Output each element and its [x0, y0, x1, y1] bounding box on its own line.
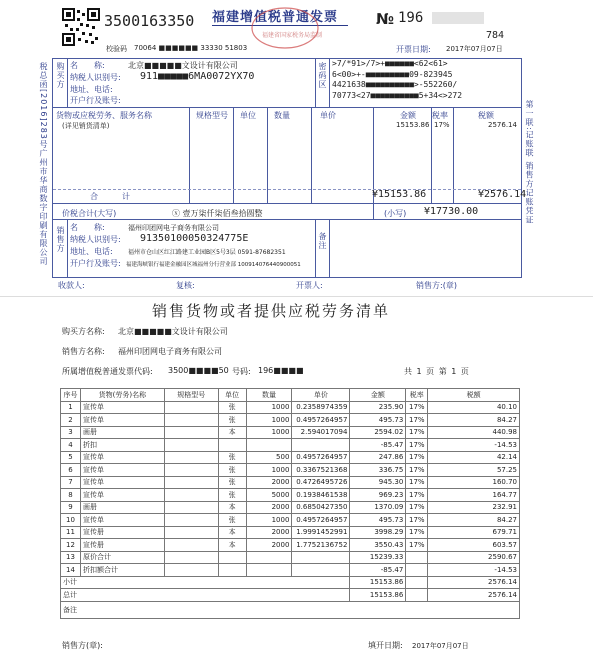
row-spec	[164, 514, 218, 527]
row-seq: 12	[61, 539, 81, 552]
row-amount: -85.47	[350, 564, 406, 577]
row-unit	[218, 564, 246, 577]
row-spec	[164, 489, 218, 502]
row-qty	[246, 551, 292, 564]
row-tax: 440.98	[428, 426, 520, 439]
row-price: 0.4726495726	[292, 476, 350, 489]
row-name: 折扣额合计	[80, 564, 164, 577]
row-amount: 1370.09	[350, 501, 406, 514]
table-row	[61, 414, 520, 427]
row-tax: 84.27	[428, 414, 520, 427]
grand-total-words: ⓧ 壹万柒仟柒佰叁拾圆整	[172, 209, 263, 218]
row-amount: 2594.02	[350, 426, 406, 439]
seller-addr-label: 地址、电话:	[70, 247, 113, 256]
row-name: 原价合计	[80, 551, 164, 564]
row-price: 0.4957264957	[292, 451, 350, 464]
row-rate: 17%	[406, 501, 428, 514]
copy-label-vertical: 第一联:记账联 销售方记账凭证	[525, 100, 534, 225]
row-name: 宣传单	[80, 414, 164, 427]
row-rate: 17%	[406, 426, 428, 439]
fill-date-label: 填开日期:	[368, 641, 403, 650]
row-qty: 1000	[246, 464, 292, 477]
buyer-taxid: 911■■■■■6MA0072YX70	[140, 71, 255, 82]
row-unit: 本	[218, 539, 246, 552]
row-seq: 2	[61, 414, 81, 427]
row-qty: 1000	[246, 401, 292, 414]
invoice-number: 196	[398, 10, 424, 26]
row-price	[292, 551, 350, 564]
item-header-spec: 规格型号	[196, 111, 228, 120]
row-rate: 17%	[406, 539, 428, 552]
row-price: 1.7752136752	[292, 539, 350, 552]
seller-addr: 福州市仓山区红江路建工业园B区5号3层 0591-87682351	[128, 249, 286, 256]
col-amount: 金额	[350, 389, 406, 402]
item-rate: 17%	[434, 121, 450, 129]
row-price: 0.3367521368	[292, 464, 350, 477]
row-qty: 5000	[246, 489, 292, 502]
row-spec	[164, 551, 218, 564]
row-seq: 4	[61, 439, 81, 452]
seller-label: 销售方	[56, 226, 65, 253]
seller-name-label: 名 称:	[70, 223, 105, 232]
table-row	[61, 564, 520, 577]
total-amount: ¥15153.86	[372, 189, 427, 200]
reviewer-label: 复核:	[176, 281, 195, 290]
row-seq: 3	[61, 426, 81, 439]
buyer-name: 北京■■■■■文设计有限公司	[128, 61, 238, 70]
total-label: 合 计	[90, 192, 130, 201]
row-amount: 495.73	[350, 514, 406, 527]
row-qty: 1000	[246, 514, 292, 527]
item-tax: 2576.14	[488, 121, 517, 129]
row-tax: -14.53	[428, 564, 520, 577]
row-name: 画册	[80, 426, 164, 439]
row-rate	[406, 551, 428, 564]
table-row	[61, 426, 520, 439]
table-row	[61, 514, 520, 527]
row-tax: -14.53	[428, 439, 520, 452]
invoice-date: 2017年07月07日	[446, 45, 503, 53]
list-seller-label: 销售方名称:	[62, 347, 105, 356]
row-spec	[164, 464, 218, 477]
row-tax: 160.70	[428, 476, 520, 489]
row-rate: 17%	[406, 489, 428, 502]
list-title: 销售货物或者提供应税劳务清单	[152, 302, 391, 320]
col-spec: 规格型号	[164, 389, 218, 402]
seller-sign-label: 销售方:(章)	[416, 281, 457, 290]
table-row	[61, 551, 520, 564]
grand-total-label: 价税合计(大写)	[62, 209, 117, 218]
seller-bank: 福建海峡银行福建金融园区城福州分行营业部 100914076440900051	[126, 262, 301, 268]
item-header-amount: 金额	[400, 111, 416, 120]
row-amount: 336.75	[350, 464, 406, 477]
list-seller: 福州印团网电子商务有限公司	[118, 347, 222, 356]
item-header-tax: 税额	[478, 111, 494, 120]
row-qty: 2000	[246, 501, 292, 514]
subtotal-tax: 2576.14	[428, 576, 520, 589]
row-name: 画册	[80, 501, 164, 514]
row-name: 宣传单	[80, 464, 164, 477]
row-price: 0.6850427350	[292, 501, 350, 514]
col-qty: 数量	[246, 389, 292, 402]
row-price: 0.4957264957	[292, 514, 350, 527]
list-buyer-label: 购买方名称:	[62, 327, 105, 336]
row-amount: -85.47	[350, 439, 406, 452]
row-unit: 本	[218, 526, 246, 539]
check-code: 70064 ■■■■■■ 33330 51803	[134, 44, 248, 52]
table-row	[61, 401, 520, 414]
row-tax: 42.14	[428, 451, 520, 464]
row-tax: 40.10	[428, 401, 520, 414]
date-label: 开票日期:	[396, 45, 431, 54]
row-amount: 495.73	[350, 414, 406, 427]
col-price: 单价	[292, 389, 350, 402]
row-seq: 9	[61, 501, 81, 514]
row-name: 宣传单	[80, 401, 164, 414]
table-row	[61, 501, 520, 514]
buyer-bank-label: 开户行及账号:	[70, 96, 121, 105]
row-price: 0.2358974359	[292, 401, 350, 414]
col-tax: 税额	[428, 389, 520, 402]
row-tax: 57.25	[428, 464, 520, 477]
row-rate	[406, 564, 428, 577]
invoice-ref-no: 196■■■■	[258, 366, 304, 375]
invoice-number-right: 784	[486, 30, 505, 41]
row-qty: 1000	[246, 426, 292, 439]
row-unit: 本	[218, 501, 246, 514]
row-unit: 张	[218, 401, 246, 414]
row-name: 宣传单	[80, 476, 164, 489]
remark-row	[61, 601, 520, 618]
row-name: 宣传册	[80, 526, 164, 539]
row-rate: 17%	[406, 414, 428, 427]
row-rate: 17%	[406, 526, 428, 539]
list-total-label: 总计	[61, 589, 350, 602]
row-rate: 17%	[406, 476, 428, 489]
cipher-label: 密码区	[318, 62, 327, 89]
check-code-label: 校验码	[106, 45, 127, 53]
item-amount: 15153.86	[396, 121, 430, 129]
row-tax: 164.77	[428, 489, 520, 502]
page-info: 共 1 页 第 1 页	[404, 367, 470, 376]
seller-taxid: 91350100050324775E	[140, 233, 249, 244]
item-header-name: 货物或应税劳务、服务名称	[56, 111, 152, 120]
row-qty	[246, 564, 292, 577]
row-spec	[164, 439, 218, 452]
item-header-qty: 数量	[274, 111, 290, 120]
row-price	[292, 439, 350, 452]
row-unit: 本	[218, 426, 246, 439]
col-rate: 税率	[406, 389, 428, 402]
row-seq: 11	[61, 526, 81, 539]
row-seq: 1	[61, 401, 81, 414]
page-separator	[0, 296, 593, 297]
row-spec	[164, 501, 218, 514]
grand-total-small: ¥17730.00	[424, 206, 479, 217]
row-rate: 17%	[406, 464, 428, 477]
row-spec	[164, 414, 218, 427]
row-amount: 247.86	[350, 451, 406, 464]
row-spec	[164, 451, 218, 464]
invoice-title: 福建增值税普通发票	[212, 10, 339, 25]
seller-stamp-label: 销售方(章):	[62, 641, 103, 650]
issuer-label: 开票人:	[296, 281, 323, 290]
list-table	[60, 388, 520, 619]
invoice-ref-label: 所属增值税普通发票代码:	[62, 367, 153, 376]
qr-code	[62, 8, 100, 46]
invoice-no-label: №	[376, 10, 395, 28]
row-seq: 14	[61, 564, 81, 577]
total-tax: ¥2576.14	[478, 189, 527, 200]
row-rate: 17%	[406, 401, 428, 414]
table-row	[61, 451, 520, 464]
list-body	[61, 401, 520, 576]
row-seq: 13	[61, 551, 81, 564]
invoice-ref-code: 3500■■■■50	[168, 366, 229, 375]
col-seq: 序号	[61, 389, 81, 402]
table-row	[61, 476, 520, 489]
row-qty: 1000	[246, 414, 292, 427]
row-amount: 3998.29	[350, 526, 406, 539]
row-unit: 张	[218, 514, 246, 527]
row-tax: 679.71	[428, 526, 520, 539]
seller-name: 福州印团网电子商务有限公司	[128, 224, 219, 232]
row-amount: 15239.33	[350, 551, 406, 564]
list-buyer: 北京■■■■■文设计有限公司	[118, 327, 228, 336]
row-price: 1.9991452991	[292, 526, 350, 539]
item-name: (详见销货清单)	[62, 122, 110, 130]
row-name: 宣传册	[80, 539, 164, 552]
cipher-area: >7/*91>/7>+■■■■■■<62<61> 6<00>+-■■■■■■■■■09-823945 4421638■■■■■■■■■■>-552260/ 70773<27■■■■■■■■■■5+34<>272	[332, 59, 463, 100]
item-header-price: 单价	[320, 111, 336, 120]
payee-label: 收款人:	[58, 281, 85, 290]
row-amount: 3550.43	[350, 539, 406, 552]
table-row	[61, 464, 520, 477]
row-qty: 2000	[246, 476, 292, 489]
row-seq: 5	[61, 451, 81, 464]
list-total-tax: 2576.14	[428, 589, 520, 602]
fill-date: 2017年07月07日	[412, 642, 469, 650]
row-spec	[164, 564, 218, 577]
row-qty	[246, 439, 292, 452]
official-stamp	[250, 6, 323, 50]
row-qty: 2000	[246, 526, 292, 539]
row-qty: 2000	[246, 539, 292, 552]
row-rate: 17%	[406, 451, 428, 464]
buyer-addr-label: 地址、电话:	[70, 85, 113, 94]
row-price: 0.4957264957	[292, 414, 350, 427]
row-rate: 17%	[406, 514, 428, 527]
row-price	[292, 564, 350, 577]
row-tax: 232.91	[428, 501, 520, 514]
row-name: 宣传单	[80, 514, 164, 527]
row-amount: 969.23	[350, 489, 406, 502]
row-price: 0.1938461538	[292, 489, 350, 502]
total-row	[61, 589, 520, 602]
subtotal-amount: 15153.86	[350, 576, 406, 589]
row-name: 折扣	[80, 439, 164, 452]
item-header-unit: 单位	[240, 111, 256, 120]
row-seq: 7	[61, 476, 81, 489]
row-unit: 张	[218, 489, 246, 502]
row-spec	[164, 539, 218, 552]
row-tax: 84.27	[428, 514, 520, 527]
row-name: 宣传单	[80, 489, 164, 502]
seller-bank-label: 开户行及账号:	[70, 259, 121, 268]
seller-taxid-label: 纳税人识别号:	[70, 235, 121, 244]
row-seq: 10	[61, 514, 81, 527]
stamp-text: 福建省国家税务局监制	[262, 32, 323, 39]
row-unit: 张	[218, 414, 246, 427]
table-row	[61, 539, 520, 552]
subtotal-label: 小计	[61, 576, 350, 589]
row-amount: 235.90	[350, 401, 406, 414]
subtotal-row	[61, 576, 520, 589]
invoice-code: 3500163350	[104, 12, 195, 30]
row-tax: 603.57	[428, 539, 520, 552]
buyer-label: 购买方	[56, 62, 65, 89]
col-unit: 单位	[218, 389, 246, 402]
grand-small-label: (小写)	[384, 209, 407, 218]
row-price: 2.594017094	[292, 426, 350, 439]
row-unit	[218, 551, 246, 564]
row-unit: 张	[218, 464, 246, 477]
row-tax: 2590.67	[428, 551, 520, 564]
row-name: 宣传单	[80, 451, 164, 464]
side-print-text: 税总函[2016]283号广州市华商数字印刷有限公司	[39, 62, 48, 266]
row-seq: 8	[61, 489, 81, 502]
table-row	[61, 439, 520, 452]
row-unit: 张	[218, 476, 246, 489]
table-row	[61, 489, 520, 502]
list-remark-label: 备注	[61, 601, 520, 618]
row-amount: 945.30	[350, 476, 406, 489]
row-seq: 6	[61, 464, 81, 477]
redacted-number	[432, 12, 484, 24]
row-qty: 500	[246, 451, 292, 464]
buyer-taxid-label: 纳税人识别号:	[70, 73, 121, 82]
row-spec	[164, 476, 218, 489]
row-spec	[164, 526, 218, 539]
invoice-ref-no-label: 号码:	[232, 367, 251, 376]
item-header-rate: 税率	[432, 111, 448, 120]
row-unit: 张	[218, 451, 246, 464]
row-unit	[218, 439, 246, 452]
remark-label: 备注	[318, 232, 327, 250]
table-row	[61, 526, 520, 539]
list-header-row	[61, 389, 520, 402]
row-rate: 17%	[406, 439, 428, 452]
list-total-amount: 15153.86	[350, 589, 406, 602]
col-name: 货物(劳务)名称	[80, 389, 164, 402]
row-spec	[164, 401, 218, 414]
row-spec	[164, 426, 218, 439]
buyer-name-label: 名 称:	[70, 61, 105, 70]
